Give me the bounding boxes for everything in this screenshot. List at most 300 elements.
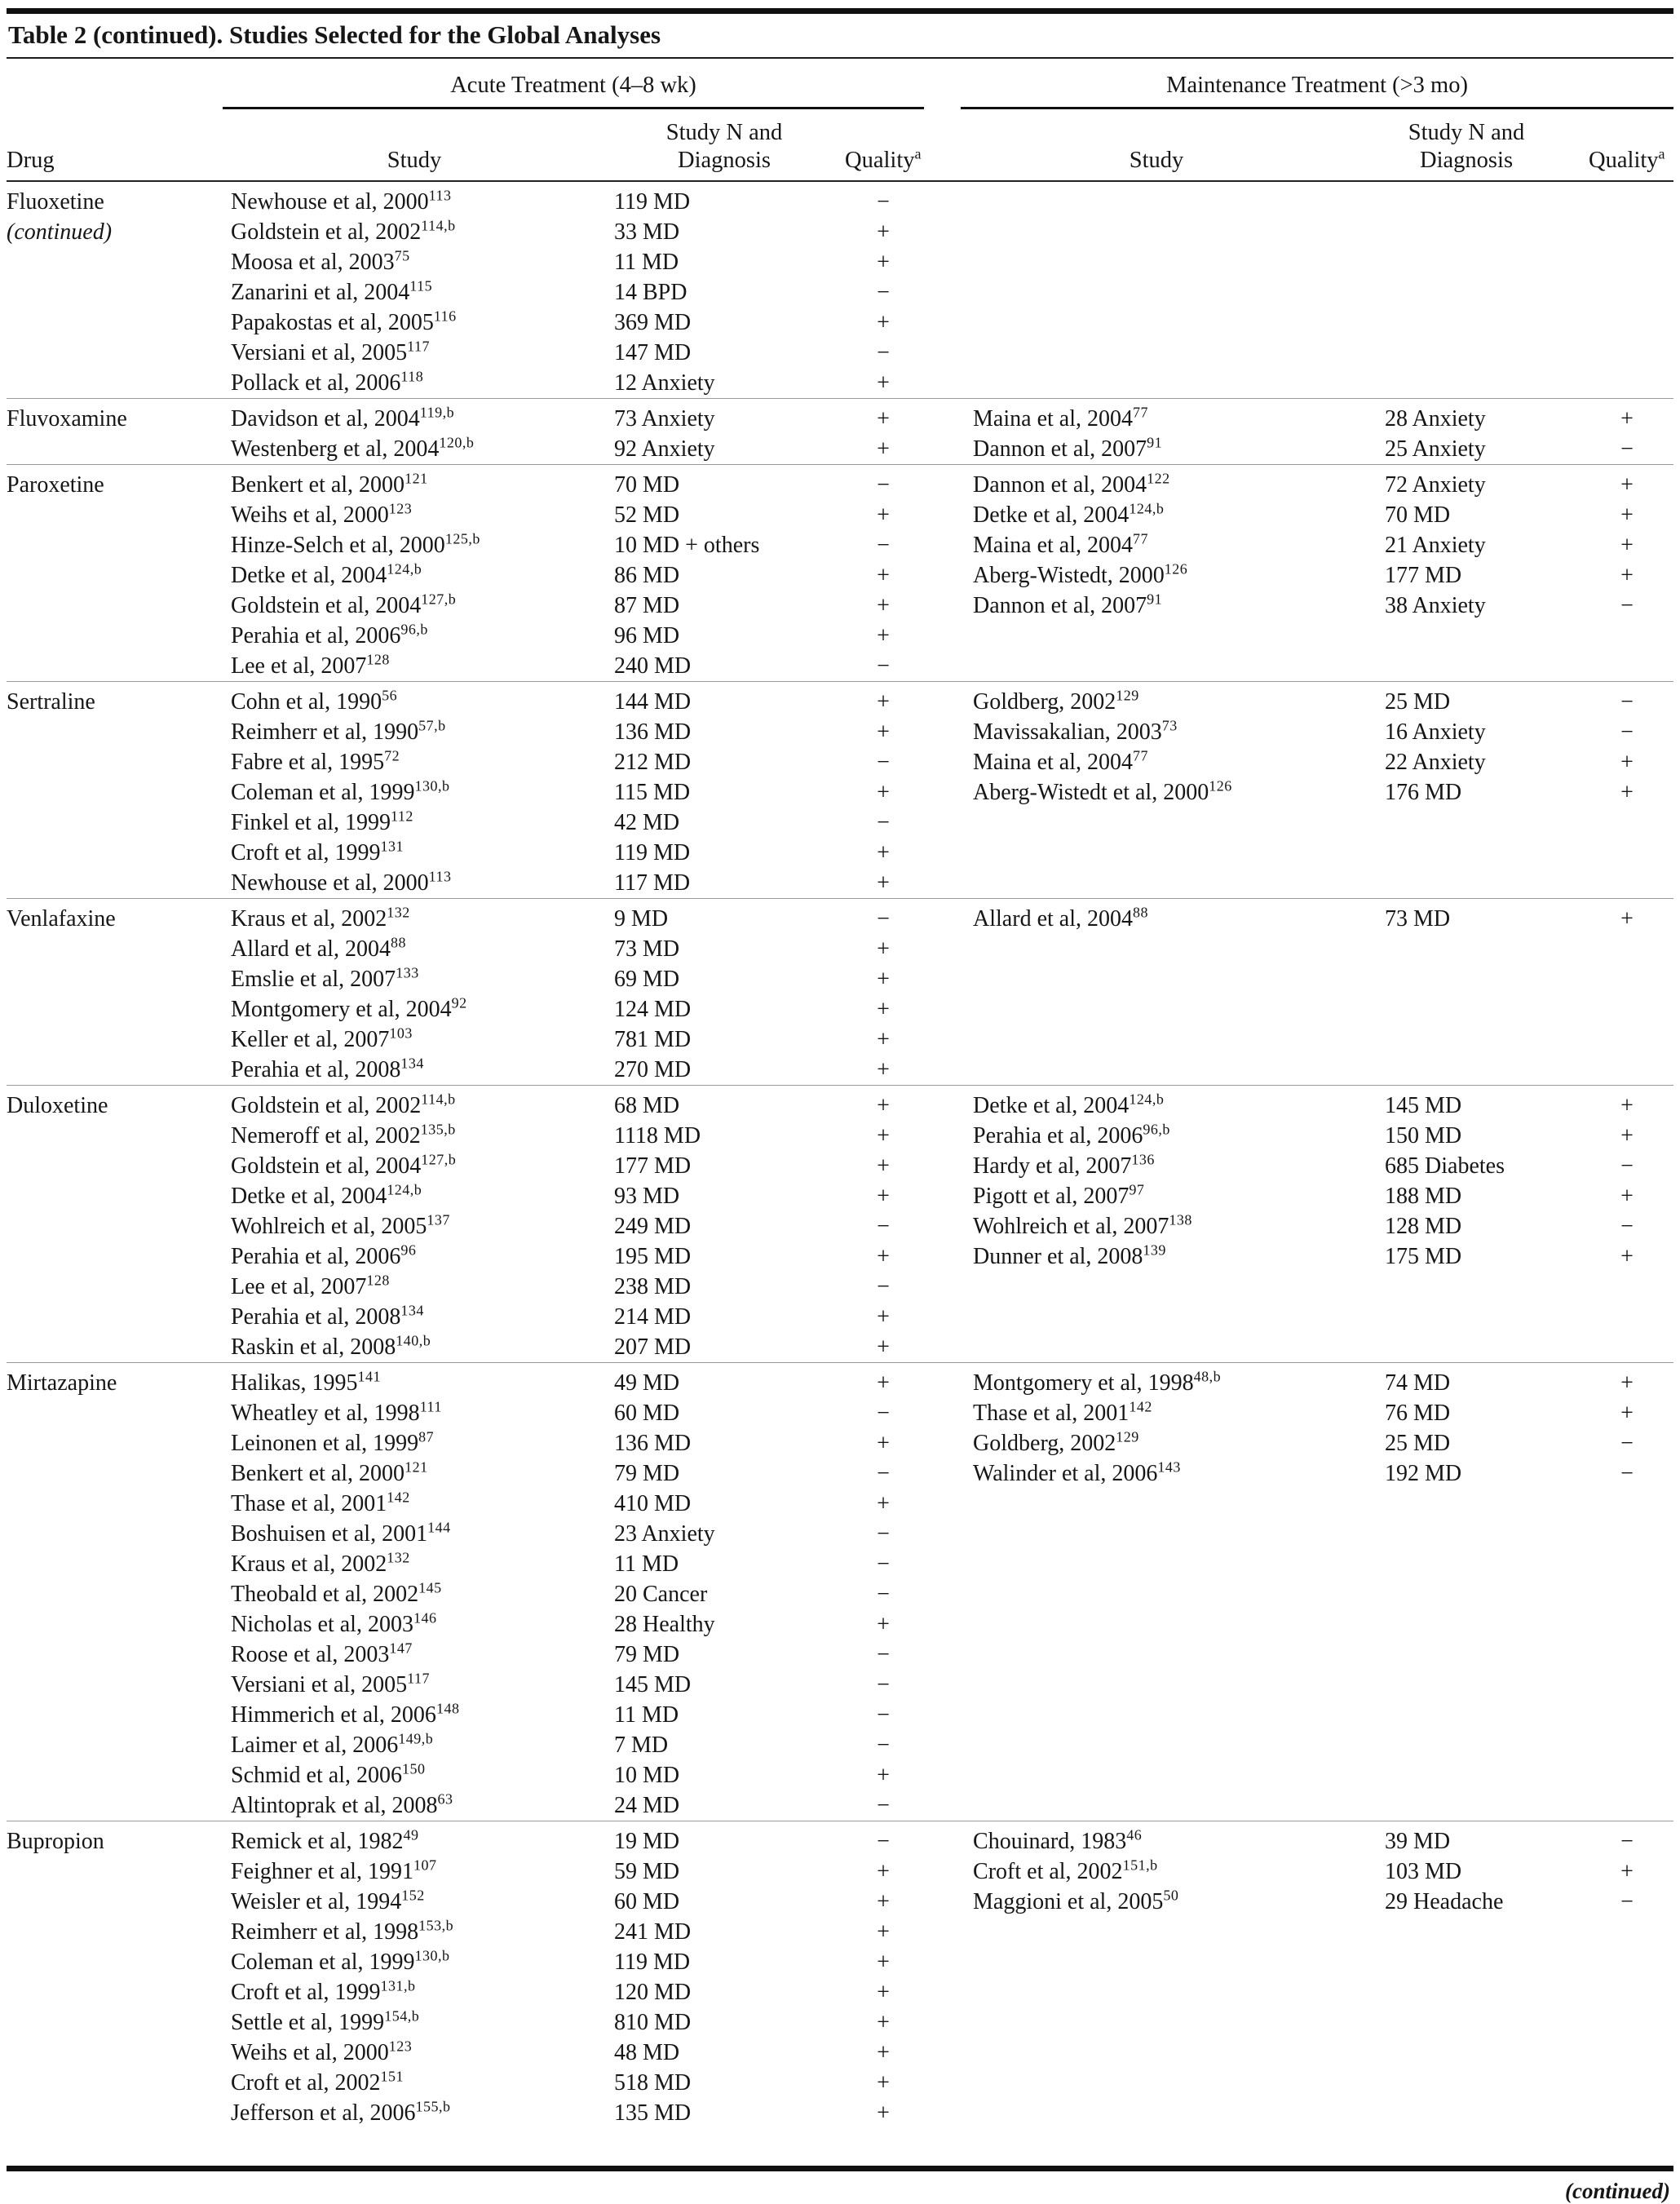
table-body bbox=[7, 181, 1673, 2128]
acute-n-diagnosis-cell: 11 MD bbox=[614, 1702, 679, 1728]
column-gap-cell bbox=[924, 2007, 961, 2038]
maintenance-study-cell: Aberg-Wistedt et al, 2000$^{126}$ bbox=[973, 777, 1232, 805]
acute-study-cell: Montgomery et al, 2004$^{92}$ bbox=[231, 994, 467, 1022]
column-gap-cell bbox=[924, 1760, 961, 1790]
maintenance-quality-cell bbox=[1581, 1272, 1673, 1302]
drug-name-cell bbox=[7, 838, 223, 868]
reference-superscript: 140,b bbox=[396, 1332, 431, 1349]
acute-study-cell: Westenberg et al, 2004$^{120,b}$ bbox=[231, 434, 475, 462]
study-row bbox=[7, 994, 1673, 1025]
reference-superscript: 96,b bbox=[400, 621, 428, 638]
acute-quality-cell: − bbox=[877, 810, 890, 835]
acute-study-cell: Coleman et al, 1999$^{130,b}$ bbox=[231, 777, 450, 805]
n-diagnosis-header-line2: Diagnosis bbox=[1420, 148, 1514, 173]
drug-name-cell bbox=[7, 1332, 223, 1363]
maintenance-quality-cell bbox=[1581, 217, 1673, 247]
acute-n-diagnosis-cell: 79 MD bbox=[614, 1461, 680, 1486]
acute-quality-cell: + bbox=[877, 502, 890, 528]
acute-n-diagnosis-cell: 68 MD bbox=[606, 1086, 842, 1122]
study-row bbox=[7, 1670, 1673, 1700]
drug-name-cell bbox=[7, 2038, 223, 2068]
column-gap-cell bbox=[924, 934, 961, 964]
acute-quality-cell: − bbox=[877, 1461, 890, 1486]
maintenance-study-cell bbox=[961, 1272, 1352, 1302]
reference-superscript: 111 bbox=[419, 1398, 442, 1415]
acute-n-diagnosis-cell: 212 MD bbox=[614, 750, 692, 775]
maintenance-n-diagnosis-cell: 25 Anxiety bbox=[1385, 436, 1486, 462]
maintenance-quality-cell bbox=[1581, 651, 1673, 682]
drug-name-cell bbox=[7, 1151, 223, 1181]
acute-n-diagnosis-cell: 240 MD bbox=[614, 653, 692, 679]
maintenance-n-diagnosis-cell bbox=[1352, 277, 1581, 308]
maintenance-n-diagnosis-cell bbox=[1352, 934, 1581, 964]
acute-quality-cell: + bbox=[877, 936, 890, 962]
acute-quality-cell: + bbox=[877, 1153, 890, 1179]
maintenance-study-cell: Thase et al, 2001$^{142}$ bbox=[973, 1398, 1152, 1426]
reference-superscript: 120,b bbox=[439, 434, 475, 451]
study-row bbox=[7, 651, 1673, 682]
acute-quality-cell: + bbox=[877, 2100, 890, 2126]
maintenance-quality-cell: + bbox=[1620, 1123, 1634, 1148]
drug-name-cell bbox=[7, 338, 223, 368]
acute-n-diagnosis-cell: 119 MD bbox=[614, 1950, 691, 1975]
study-row bbox=[7, 1272, 1673, 1302]
reference-superscript: 121 bbox=[405, 1458, 428, 1476]
acute-quality-cell: + bbox=[877, 2070, 890, 2096]
drug-name-cell bbox=[7, 1670, 223, 1700]
acute-n-diagnosis-cell: 781 MD bbox=[614, 1027, 692, 1052]
study-row bbox=[7, 591, 1673, 621]
acute-n-diagnosis-cell: 195 MD bbox=[614, 1244, 692, 1269]
reference-superscript: 63 bbox=[437, 1790, 453, 1808]
column-gap-cell bbox=[924, 1887, 961, 1917]
maintenance-n-diagnosis-cell: 103 MD bbox=[1385, 1859, 1462, 1884]
reference-superscript: 48,b bbox=[1193, 1368, 1222, 1385]
acute-study-cell: Goldstein et al, 2004$^{127,b}$ bbox=[231, 1151, 457, 1179]
study-row bbox=[7, 1428, 1673, 1458]
acute-quality-cell: + bbox=[877, 1304, 890, 1330]
study-row bbox=[7, 1790, 1673, 1821]
maintenance-quality-cell bbox=[1581, 2038, 1673, 2068]
reference-superscript: 128 bbox=[366, 651, 390, 668]
acute-study-cell: Perahia et al, 2008$^{134}$ bbox=[231, 1302, 424, 1330]
acute-n-diagnosis-cell: 207 MD bbox=[614, 1334, 692, 1360]
maintenance-study-cell bbox=[961, 181, 1352, 217]
column-gap-cell bbox=[924, 1302, 961, 1332]
maintenance-quality-cell bbox=[1581, 1790, 1673, 1821]
acute-n-diagnosis-cell: 147 MD bbox=[614, 340, 692, 365]
column-gap-cell bbox=[924, 338, 961, 368]
acute-n-diagnosis-cell: 120 MD bbox=[614, 1980, 692, 2005]
acute-study-cell: Weihs et al, 2000$^{123}$ bbox=[231, 2038, 413, 2065]
acute-quality-cell: − bbox=[877, 1733, 890, 1758]
acute-quality-cell: + bbox=[842, 399, 924, 435]
maintenance-study-cell bbox=[961, 308, 1352, 338]
reference-superscript: 91 bbox=[1147, 591, 1163, 608]
maintenance-quality-cell bbox=[1581, 308, 1673, 338]
acute-n-diagnosis-cell: 10 MD bbox=[614, 1763, 680, 1788]
column-gap-cell bbox=[924, 808, 961, 838]
acute-study-cell: Theobald et al, 2002$^{145}$ bbox=[231, 1579, 442, 1607]
acute-n-diagnosis-cell: 410 MD bbox=[614, 1491, 692, 1516]
reference-superscript: 131,b bbox=[380, 1977, 416, 1994]
column-gap-cell bbox=[924, 868, 961, 899]
maintenance-n-diagnosis-cell bbox=[1352, 1609, 1581, 1640]
acute-n-diagnosis-cell: 10 MD + others bbox=[614, 533, 760, 558]
reference-superscript: 92 bbox=[451, 994, 467, 1011]
acute-quality-cell: + bbox=[877, 1980, 890, 2005]
maintenance-quality-cell: − bbox=[1620, 593, 1634, 618]
drug-name-cell bbox=[7, 1398, 223, 1428]
maintenance-n-diagnosis-cell: 150 MD bbox=[1385, 1123, 1462, 1148]
continued-note: (continued) bbox=[1564, 2179, 1670, 2203]
acute-quality-cell: + bbox=[877, 2040, 890, 2065]
maintenance-n-diagnosis-cell: 25 MD bbox=[1385, 1431, 1451, 1456]
maintenance-quality-cell: + bbox=[1620, 533, 1634, 558]
acute-n-diagnosis-cell: 93 MD bbox=[614, 1184, 680, 1209]
column-gap-cell bbox=[924, 1790, 961, 1821]
reference-superscript: 124,b bbox=[1129, 1091, 1165, 1108]
reference-superscript: 132 bbox=[387, 904, 410, 921]
acute-study-cell: Keller et al, 2007$^{103}$ bbox=[231, 1025, 413, 1052]
reference-superscript: 151 bbox=[380, 2068, 405, 2085]
maintenance-study-cell: Hardy et al, 2007$^{136}$ bbox=[973, 1151, 1155, 1179]
column-gap-cell bbox=[924, 1730, 961, 1760]
study-row bbox=[7, 747, 1673, 777]
maintenance-study-cell: Detke et al, 2004$^{124,b}$ bbox=[973, 500, 1165, 528]
maintenance-quality-cell bbox=[1581, 1670, 1673, 1700]
maintenance-n-diagnosis-cell bbox=[1352, 1272, 1581, 1302]
reference-superscript: 115 bbox=[409, 277, 433, 294]
column-gap-cell bbox=[924, 1549, 961, 1579]
maintenance-n-diagnosis-cell: 21 Anxiety bbox=[1385, 533, 1486, 558]
acute-quality-cell: + bbox=[877, 840, 890, 865]
study-row bbox=[7, 717, 1673, 747]
maintenance-quality-cell: + bbox=[1620, 780, 1634, 805]
maintenance-study-cell bbox=[961, 934, 1352, 964]
maintenance-quality-cell bbox=[1581, 621, 1673, 651]
maintenance-quality-cell bbox=[1581, 808, 1673, 838]
column-gap-cell bbox=[924, 591, 961, 621]
acute-quality-cell: + bbox=[877, 1123, 890, 1148]
reference-superscript: 141 bbox=[357, 1368, 382, 1385]
maintenance-study-cell: Croft et al, 2002$^{151,b}$ bbox=[973, 1857, 1158, 1884]
quality-footnote-marker: a bbox=[914, 145, 922, 162]
acute-quality-cell: − bbox=[877, 750, 890, 775]
maintenance-n-diagnosis-cell bbox=[1352, 868, 1581, 899]
acute-n-diagnosis-cell: 73 MD bbox=[614, 936, 680, 962]
acute-quality-cell: − bbox=[877, 533, 890, 558]
maintenance-n-diagnosis-cell: 188 MD bbox=[1385, 1184, 1462, 1209]
acute-quality-cell: − bbox=[877, 1521, 890, 1547]
group-header-gap bbox=[924, 72, 961, 108]
column-gap-cell bbox=[924, 181, 961, 217]
acute-study-cell: Goldstein et al, 2002$^{114,b}$ bbox=[231, 217, 456, 245]
drug-name-cell: Mirtazapine bbox=[7, 1363, 223, 1399]
acute-quality-cell: + bbox=[842, 1363, 924, 1399]
reference-superscript: 119,b bbox=[419, 404, 455, 421]
maintenance-study-cell bbox=[961, 1519, 1352, 1549]
acute-study-cell: Croft et al, 1999$^{131,b}$ bbox=[231, 1977, 416, 2005]
acute-study-cell: Raskin et al, 2008$^{140,b}$ bbox=[231, 1332, 431, 1360]
acute-n-diagnosis-cell: 136 MD bbox=[614, 1431, 692, 1456]
maintenance-study-cell bbox=[961, 2098, 1352, 2128]
drug-name-cell bbox=[7, 530, 223, 560]
study-row bbox=[7, 560, 1673, 591]
column-gap-cell bbox=[924, 1181, 961, 1211]
reference-superscript: 147 bbox=[389, 1640, 413, 1657]
column-gap-cell bbox=[924, 308, 961, 338]
maintenance-quality-cell: + bbox=[1581, 465, 1673, 501]
reference-superscript: 134 bbox=[400, 1055, 424, 1072]
drug-name-cell bbox=[7, 247, 223, 277]
acute-study-cell: Settle et al, 1999$^{154,b}$ bbox=[231, 2007, 420, 2035]
reference-superscript: 129 bbox=[1116, 1428, 1139, 1445]
acute-study-cell: Pollack et al, 2006$^{118}$ bbox=[231, 368, 424, 396]
acute-n-diagnosis-cell: 79 MD bbox=[614, 1642, 680, 1667]
maintenance-quality-cell bbox=[1581, 964, 1673, 994]
maintenance-quality-cell: + bbox=[1620, 1401, 1634, 1426]
reference-superscript: 124,b bbox=[1129, 500, 1165, 517]
drug-name-cell bbox=[7, 1857, 223, 1887]
drug-name-cell bbox=[7, 1025, 223, 1055]
acute-study-cell: Perahia et al, 2006$^{96,b}$ bbox=[231, 621, 428, 648]
drug-continued-note: (continued) bbox=[7, 219, 113, 245]
quality-footnote-marker: a bbox=[1658, 145, 1666, 162]
maintenance-quality-cell bbox=[1581, 277, 1673, 308]
drug-name-cell bbox=[7, 560, 223, 591]
column-gap-cell bbox=[924, 277, 961, 308]
maintenance-n-diagnosis-cell bbox=[1352, 1025, 1581, 1055]
drug-name-cell bbox=[7, 1428, 223, 1458]
study-row bbox=[7, 399, 1673, 435]
maintenance-n-diagnosis-cell: 25 MD bbox=[1352, 682, 1581, 718]
maintenance-quality-cell bbox=[1581, 1609, 1673, 1640]
acute-study-cell: Croft et al, 1999$^{131}$ bbox=[231, 838, 405, 865]
reference-superscript: 127,b bbox=[421, 1151, 457, 1168]
maintenance-quality-cell bbox=[1581, 2007, 1673, 2038]
column-gap-cell bbox=[924, 838, 961, 868]
acute-quality-cell: + bbox=[877, 1334, 890, 1360]
column-gap-cell bbox=[924, 1363, 961, 1399]
maintenance-study-cell bbox=[961, 621, 1352, 651]
acute-quality-cell: − bbox=[877, 280, 890, 305]
drug-name-cell bbox=[7, 1519, 223, 1549]
maintenance-n-diagnosis-cell bbox=[1352, 1549, 1581, 1579]
acute-quality-cell: + bbox=[877, 1491, 890, 1516]
column-gap-cell bbox=[924, 1700, 961, 1730]
acute-study-cell: Zanarini et al, 2004$^{115}$ bbox=[231, 277, 433, 305]
maintenance-n-diagnosis-cell bbox=[1352, 1760, 1581, 1790]
maintenance-study-cell bbox=[961, 1332, 1352, 1363]
maintenance-n-diagnosis-cell bbox=[1352, 338, 1581, 368]
study-row bbox=[7, 2098, 1673, 2128]
reference-superscript: 77 bbox=[1132, 404, 1148, 421]
acute-study-cell: Moosa et al, 2003$^{75}$ bbox=[231, 247, 410, 275]
acute-study-cell: Wheatley et al, 1998$^{111}$ bbox=[231, 1398, 442, 1426]
study-row bbox=[7, 1579, 1673, 1609]
acute-n-diagnosis-cell: 96 MD bbox=[614, 623, 680, 648]
acute-quality-cell: + bbox=[877, 1057, 890, 1082]
maintenance-quality-cell bbox=[1581, 1025, 1673, 1055]
study-row bbox=[7, 530, 1673, 560]
drug-name-cell bbox=[7, 2068, 223, 2098]
column-gap-cell bbox=[924, 621, 961, 651]
column-gap-cell bbox=[924, 217, 961, 247]
maintenance-n-diagnosis-cell bbox=[1352, 1489, 1581, 1519]
maintenance-n-diagnosis-cell: 39 MD bbox=[1352, 1821, 1581, 1857]
drug-name-cell bbox=[7, 1121, 223, 1151]
reference-superscript: 148 bbox=[435, 1700, 460, 1717]
acute-quality-cell: + bbox=[877, 780, 890, 805]
acute-study-cell: Detke et al, 2004$^{124,b}$ bbox=[231, 560, 422, 588]
reference-superscript: 154,b bbox=[384, 2007, 420, 2025]
group-header-row bbox=[7, 72, 1673, 108]
acute-n-diagnosis-cell: 69 MD bbox=[614, 967, 680, 992]
drug-name-cell bbox=[7, 1977, 223, 2007]
drug-name-cell bbox=[7, 500, 223, 530]
acute-study-cell: Altintoprak et al, 2008$^{63}$ bbox=[231, 1790, 453, 1818]
maintenance-quality-cell: + bbox=[1581, 1086, 1673, 1122]
drug-name-cell bbox=[7, 1700, 223, 1730]
drug-name-cell bbox=[7, 368, 223, 399]
acute-quality-cell: − bbox=[842, 465, 924, 501]
maintenance-n-diagnosis-cell bbox=[1352, 247, 1581, 277]
maintenance-n-diagnosis-cell: 72 Anxiety bbox=[1352, 465, 1581, 501]
column-gap-cell bbox=[924, 1977, 961, 2007]
reference-superscript: 113 bbox=[428, 868, 452, 885]
maintenance-n-diagnosis-cell bbox=[1352, 808, 1581, 838]
reference-superscript: 152 bbox=[401, 1887, 425, 1904]
column-gap-cell bbox=[924, 368, 961, 399]
reference-superscript: 155,b bbox=[415, 2098, 451, 2115]
maintenance-n-diagnosis-cell bbox=[1352, 651, 1581, 682]
maintenance-study-cell bbox=[961, 1489, 1352, 1519]
reference-superscript: 125,b bbox=[444, 530, 480, 547]
column-gap-cell bbox=[924, 1055, 961, 1086]
drug-name-cell bbox=[7, 2098, 223, 2128]
maintenance-study-cell: Dunner et al, 2008$^{139}$ bbox=[973, 1241, 1166, 1269]
acute-n-diagnosis-cell: 124 MD bbox=[614, 997, 692, 1022]
acute-quality-cell: + bbox=[877, 1763, 890, 1788]
reference-superscript: 107 bbox=[413, 1857, 437, 1874]
column-gap-cell bbox=[924, 717, 961, 747]
title-rule bbox=[7, 57, 1673, 59]
reference-superscript: 144 bbox=[427, 1519, 451, 1536]
drug-name-cell bbox=[7, 2007, 223, 2038]
study-row bbox=[7, 1241, 1673, 1272]
maintenance-n-diagnosis-cell bbox=[1352, 181, 1581, 217]
study-row bbox=[7, 1055, 1673, 1086]
acute-study-cell: Nicholas et al, 2003$^{146}$ bbox=[231, 1609, 437, 1637]
reference-superscript: 114,b bbox=[421, 217, 456, 234]
acute-n-diagnosis-cell: 810 MD bbox=[614, 2010, 692, 2035]
acute-n-diagnosis-cell: 7 MD bbox=[614, 1733, 669, 1758]
maintenance-quality-cell bbox=[1581, 368, 1673, 399]
study-row bbox=[7, 1857, 1673, 1887]
n-diagnosis-header-line1: Study N and bbox=[1408, 120, 1525, 145]
maintenance-quality-cell bbox=[1581, 2068, 1673, 2098]
maintenance-study-cell bbox=[961, 1609, 1352, 1640]
maintenance-quality-cell: − bbox=[1620, 1889, 1634, 1914]
maintenance-study-cell: Dannon et al, 2007$^{91}$ bbox=[973, 591, 1163, 618]
drug-name-cell bbox=[7, 591, 223, 621]
column-gap-cell bbox=[924, 1428, 961, 1458]
acute-n-diagnosis-cell: 49 MD bbox=[606, 1363, 842, 1399]
acute-study-cell: Remick et al, 1982$^{49}$ bbox=[223, 1821, 606, 1857]
top-rule bbox=[7, 8, 1673, 14]
drug-name-cell bbox=[7, 1241, 223, 1272]
column-gap-cell bbox=[924, 1241, 961, 1272]
study-row bbox=[7, 1549, 1673, 1579]
maintenance-n-diagnosis-cell bbox=[1352, 2068, 1581, 2098]
column-gap-cell bbox=[924, 2038, 961, 2068]
maintenance-n-diagnosis-cell bbox=[1352, 1947, 1581, 1977]
maintenance-quality-cell: + bbox=[1581, 899, 1673, 935]
column-gap-cell bbox=[924, 1579, 961, 1609]
drug-name-cell bbox=[7, 1549, 223, 1579]
drug-name-cell bbox=[7, 1640, 223, 1670]
study-row bbox=[7, 868, 1673, 899]
acute-study-cell: Coleman et al, 1999$^{130,b}$ bbox=[231, 1947, 450, 1975]
column-gap-cell bbox=[924, 1519, 961, 1549]
reference-superscript: 75 bbox=[394, 247, 410, 264]
maintenance-quality-cell bbox=[1581, 1332, 1673, 1363]
maintenance-study-cell bbox=[961, 1700, 1352, 1730]
acute-study-cell: Halikas, 1995$^{141}$ bbox=[223, 1363, 606, 1399]
reference-superscript: 131 bbox=[380, 838, 405, 855]
acute-n-diagnosis-cell: 270 MD bbox=[614, 1057, 692, 1082]
drug-name-cell bbox=[7, 651, 223, 682]
maintenance-quality-cell bbox=[1581, 1977, 1673, 2007]
maintenance-quality-cell: − bbox=[1620, 1153, 1634, 1179]
maintenance-quality-cell: + bbox=[1620, 1244, 1634, 1269]
drug-name-cell bbox=[7, 1760, 223, 1790]
column-gap-cell bbox=[924, 247, 961, 277]
maintenance-study-cell: Chouinard, 1983$^{46}$ bbox=[961, 1821, 1352, 1857]
reference-superscript: 49 bbox=[403, 1826, 419, 1843]
maintenance-n-diagnosis-cell bbox=[1352, 2038, 1581, 2068]
acute-study-cell: Kraus et al, 2002$^{132}$ bbox=[223, 899, 606, 935]
acute-study-cell: Papakostas et al, 2005$^{116}$ bbox=[231, 308, 457, 335]
acute-n-diagnosis-cell: 115 MD bbox=[614, 780, 691, 805]
study-row bbox=[7, 1760, 1673, 1790]
reference-superscript: 116 bbox=[433, 308, 457, 325]
study-row bbox=[7, 434, 1673, 465]
studies-table bbox=[7, 72, 1673, 2128]
study-row bbox=[7, 1363, 1673, 1399]
maintenance-study-cell bbox=[961, 1947, 1352, 1977]
column-gap-cell bbox=[924, 1947, 961, 1977]
acute-quality-cell: + bbox=[877, 1859, 890, 1884]
column-gap-cell bbox=[924, 899, 961, 935]
maintenance-quality-cell: − bbox=[1620, 1461, 1634, 1486]
study-row bbox=[7, 1730, 1673, 1760]
acute-quality-cell: + bbox=[877, 563, 890, 588]
acute-quality-cell: + bbox=[877, 436, 890, 462]
maintenance-n-diagnosis-cell: 192 MD bbox=[1385, 1461, 1462, 1486]
acute-study-column-header: Study bbox=[223, 108, 606, 182]
acute-study-cell: Reimherr et al, 1998$^{153,b}$ bbox=[231, 1917, 454, 1945]
drug-name-cell bbox=[7, 1181, 223, 1211]
acute-n-diagnosis-cell: 24 MD bbox=[614, 1793, 680, 1818]
reference-superscript: 135,b bbox=[420, 1121, 456, 1138]
maintenance-n-diagnosis-cell bbox=[1352, 964, 1581, 994]
reference-superscript: 143 bbox=[1157, 1458, 1181, 1476]
drug-name-cell bbox=[7, 1887, 223, 1917]
acute-study-cell: Perahia et al, 2008$^{134}$ bbox=[231, 1055, 424, 1082]
column-gap-cell bbox=[924, 1332, 961, 1363]
